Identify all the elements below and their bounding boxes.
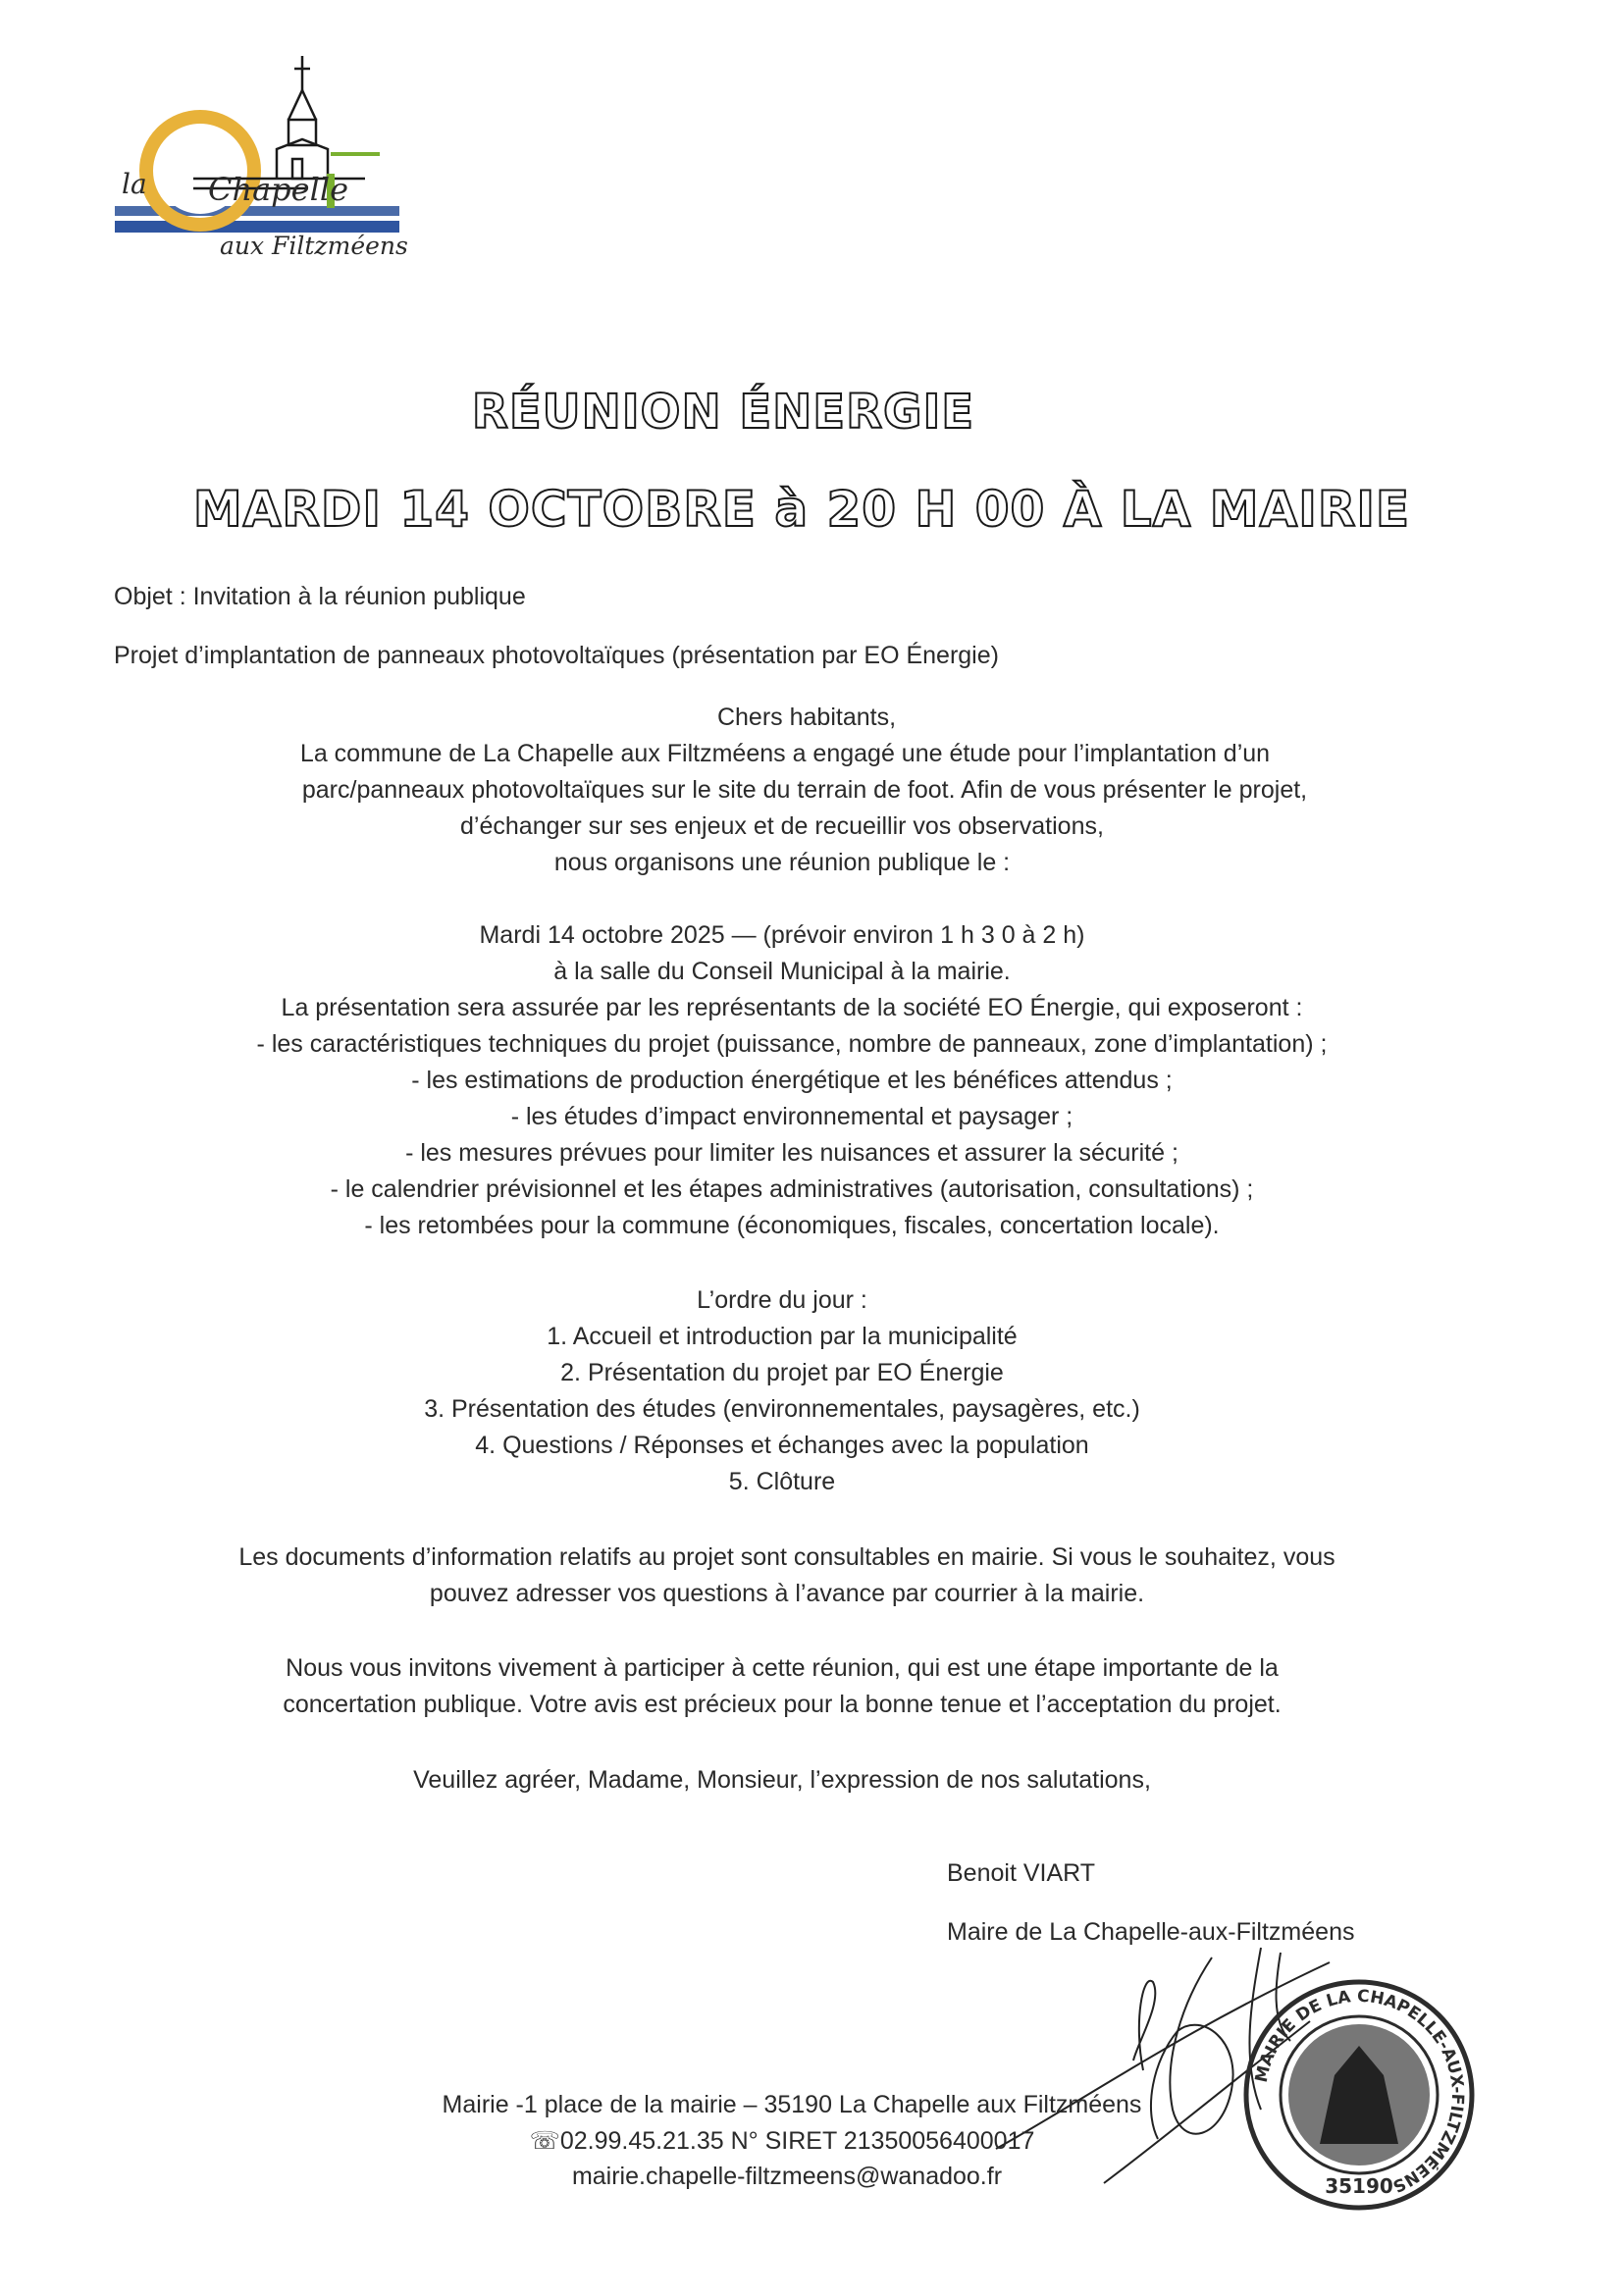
closing-salutation: Veuillez agréer, Madame, Monsieur, l’expression de nos salutations, [413,1766,1151,1794]
invitation-line: Nous vous invitons vivement à participer à cette réunion, qui est une étape importante de la [286,1654,1279,1682]
topic-list-item: - les retombées pour la commune (économiques, fiscales, concertation locale). [364,1212,1220,1239]
intro-line: parc/panneaux photovoltaïques sur le site du terrain de foot. Afin de vous présenter le projet, [301,776,1308,804]
invitation-line: concertation publique. Votre avis est précieux pour la bonne tenue et l’acceptation du projet. [283,1691,1282,1718]
intro-line: Chers habitants, [716,704,897,731]
mayor-name: Benoit VIART [947,1859,1096,1887]
agenda-item: 2. Présentation du projet par EO Énergie [560,1359,1004,1386]
intro-line: d’échanger sur ses enjeux et de recueillir vos observations, [460,812,1104,840]
topic-list-item: - les caractéristiques techniques du projet (puissance, nombre de panneaux, zone d’implantation) ; [256,1030,1328,1058]
logo-aux-filtzmeens: aux Filtzméens [220,232,408,260]
title-meeting-date: MARDI 14 OCTOBRE à 20 H 00 À LA MAIRIE [192,481,1411,538]
topic-list-item: - le calendrier prévisionnel et les étapes administratives (autorisation, consultations) ; [330,1175,1254,1203]
documents-line: Les documents d’information relatifs au projet sont consultables en mairie. Si vous le souhaitez, vous [238,1543,1335,1571]
agenda-item: 1. Accueil et introduction par la municipalité [547,1323,1018,1350]
intro-line: La commune de La Chapelle aux Filtzméens a engagé une étude pour l’implantation d’un [299,740,1271,767]
meeting-details-line: à la salle du Conseil Municipal à la mairie. [553,958,1011,985]
intro-line: nous organisons une réunion publique le : [553,849,1011,876]
topic-list-item: - les études d’impact environnemental et paysager ; [510,1103,1073,1130]
agenda-item: 5. Clôture [728,1468,836,1495]
logo-chapelle: Chapelle [208,171,348,208]
footer-email: mairie.chapelle-filtzmeens@wanadoo.fr [571,2163,1003,2190]
stamp-number: 35190 [1325,2174,1393,2198]
meeting-details-line: La présentation sera assurée par les représentants de la société EO Énergie, qui exposeront : [281,994,1303,1021]
commune-logo [110,51,463,267]
objet-line: Objet : Invitation à la réunion publique [114,583,526,610]
documents-line: pouvez adresser vos questions à l’avance par courrier à la mairie. [429,1580,1145,1607]
topic-list-item: - les estimations de production énergétique et les bénéfices attendus ; [411,1067,1173,1094]
topic-list-item: - les mesures prévues pour limiter les nuisances et assurer la sécurité ; [405,1139,1178,1167]
agenda-item: 4. Questions / Réponses et échanges avec la population [475,1432,1089,1459]
agenda-title: L’ordre du jour : [697,1286,867,1314]
stamp-text: MAIRIE DE LA CHAPELLE-AUX-FILTZMÉENS [1251,1986,1468,2196]
mayor-title: Maire de La Chapelle-aux-Filtzméens [947,1918,1355,1946]
footer-address: Mairie -1 place de la mairie – 35190 La Chapelle aux Filtzméens [442,2091,1142,2118]
footer-phone-siret: ☏02.99.45.21.35 N° SIRET 21350056400017 [529,2127,1035,2155]
logo-la: la [122,168,147,200]
agenda-item: 3. Présentation des études (environnementales, paysagères, etc.) [424,1395,1140,1423]
meeting-details-line: Mardi 14 octobre 2025 — (prévoir environ 1 h 3 0 à 2 h) [479,921,1085,949]
title-reunion-energie: RÉUNION ÉNERGIE [471,385,975,440]
projet-line: Projet d’implantation de panneaux photovoltaïques (présentation par EO Énergie) [114,642,999,669]
